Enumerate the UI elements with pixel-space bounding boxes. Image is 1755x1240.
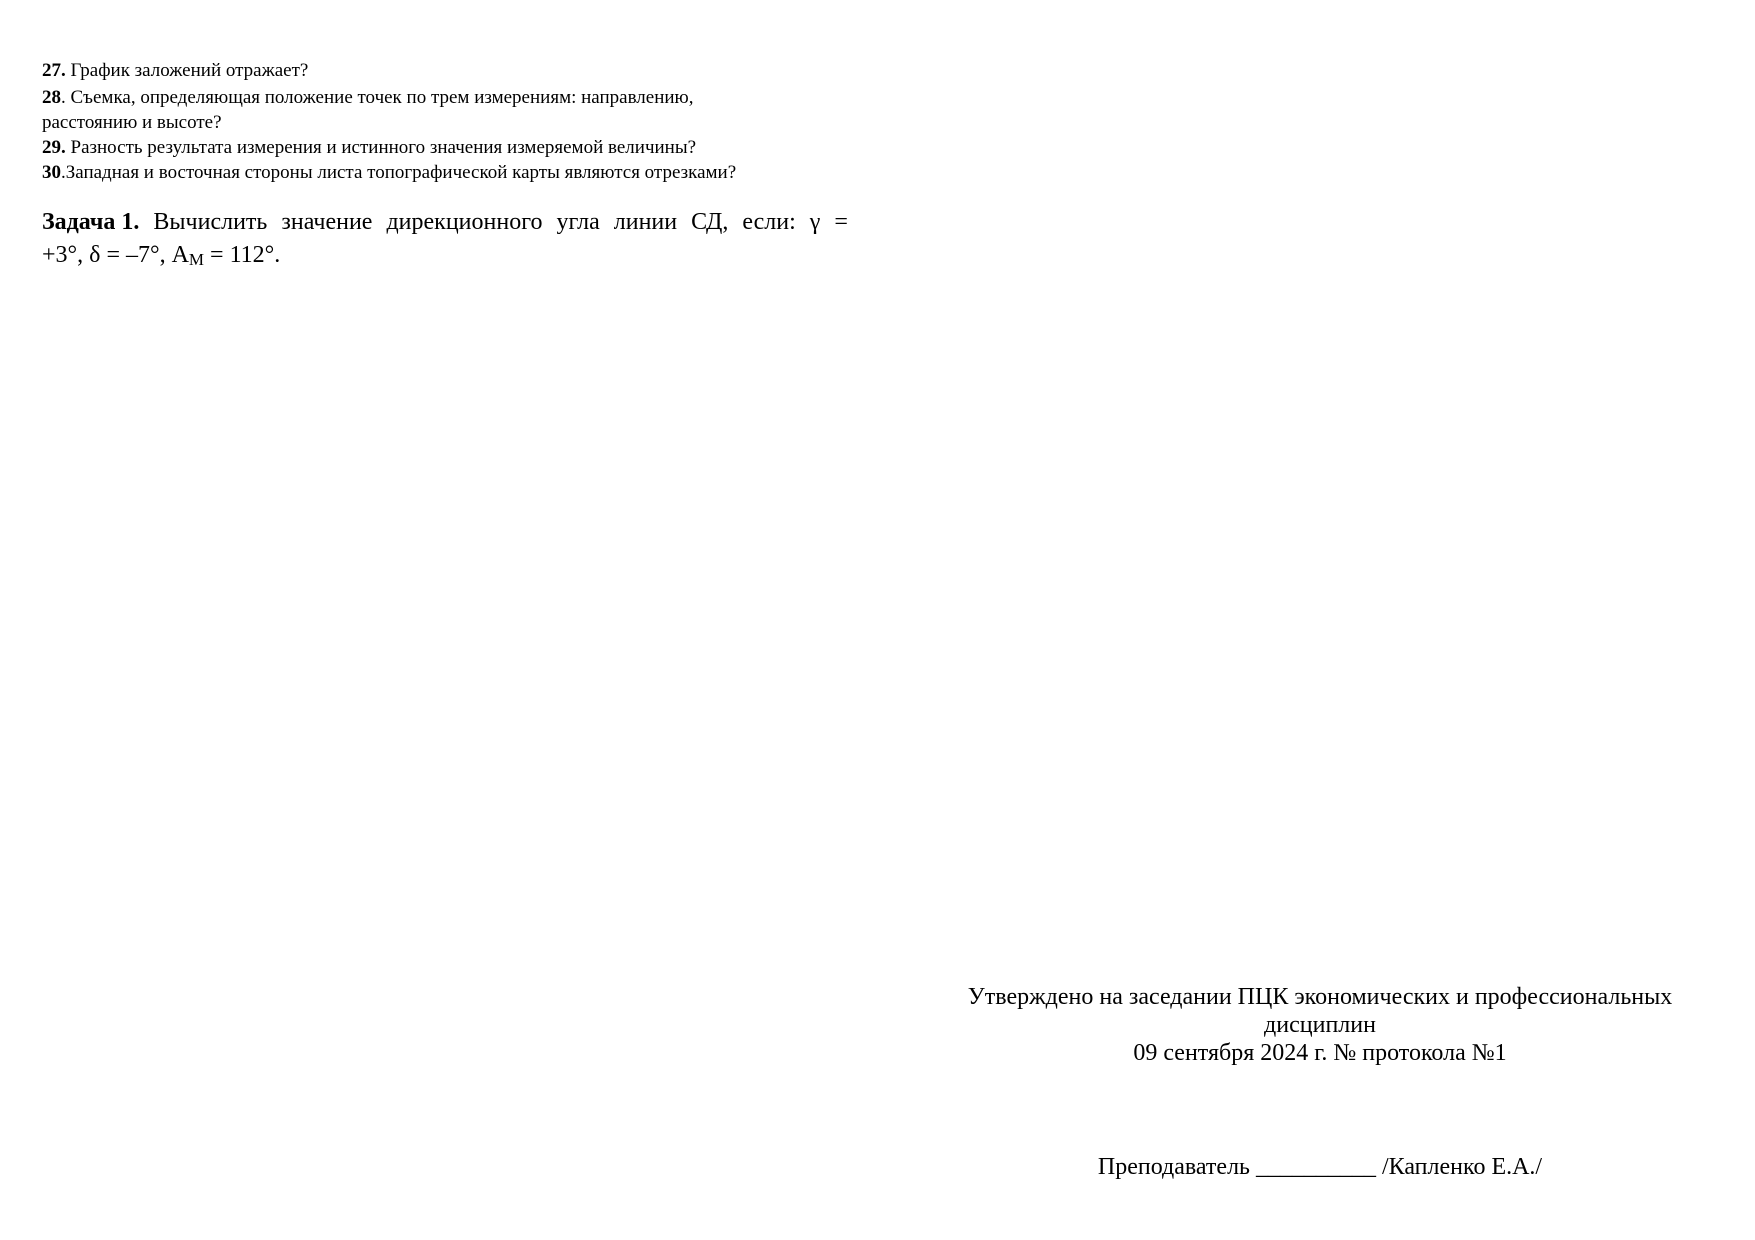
- task-values: +3°, δ = –7°, А: [42, 242, 189, 268]
- task-word: γ: [809, 209, 821, 235]
- task-title: Задача 1.: [42, 209, 140, 235]
- question-28: [42, 85, 772, 135]
- questions-list: [42, 58, 842, 185]
- question-number: 28: [42, 87, 61, 108]
- question-number: 29.: [42, 137, 66, 158]
- task-word: дирекционного: [386, 209, 543, 235]
- task-values-end: = 112°.: [204, 242, 281, 268]
- question-number: 27.: [42, 60, 66, 81]
- approval-line-2: дисциплин: [1264, 1012, 1376, 1038]
- task-word: Вычислить: [153, 209, 268, 235]
- question-29: [42, 135, 842, 160]
- task-block: [42, 206, 848, 276]
- task-word: линии: [613, 209, 678, 235]
- question-text: .Западная и восточная стороны листа топографической карты являются отрезками?: [61, 162, 737, 183]
- task-word: значение: [281, 209, 373, 235]
- approval-block: [940, 983, 1700, 1067]
- task-word: если:: [742, 209, 796, 235]
- question-text: . Съемка, определяющая положение точек по трем измерениям: направлению, расстоянию и высоте?: [42, 87, 694, 133]
- question-text: График заложений отражает?: [65, 60, 309, 81]
- task-word: угла: [556, 209, 600, 235]
- question-30: [42, 160, 842, 185]
- teacher-signature: Преподаватель __________ /Капленко Е.А./: [1097, 1154, 1543, 1180]
- task-word: =: [834, 209, 848, 235]
- approval-line-3: 09 сентября 2024 г. № протокола №1: [1133, 1040, 1507, 1066]
- approval-line-1: Утверждено на заседании ПЦК экономических и профессиональных: [967, 984, 1673, 1010]
- question-27: [42, 58, 842, 83]
- task-line-1: [42, 206, 848, 239]
- task-word: СД,: [691, 209, 729, 235]
- question-number: 30: [42, 162, 61, 183]
- task-line-2: [42, 239, 848, 276]
- task-subscript: М: [188, 250, 205, 269]
- question-text: Разность результата измерения и истинного значения измеряемой величины?: [65, 137, 697, 158]
